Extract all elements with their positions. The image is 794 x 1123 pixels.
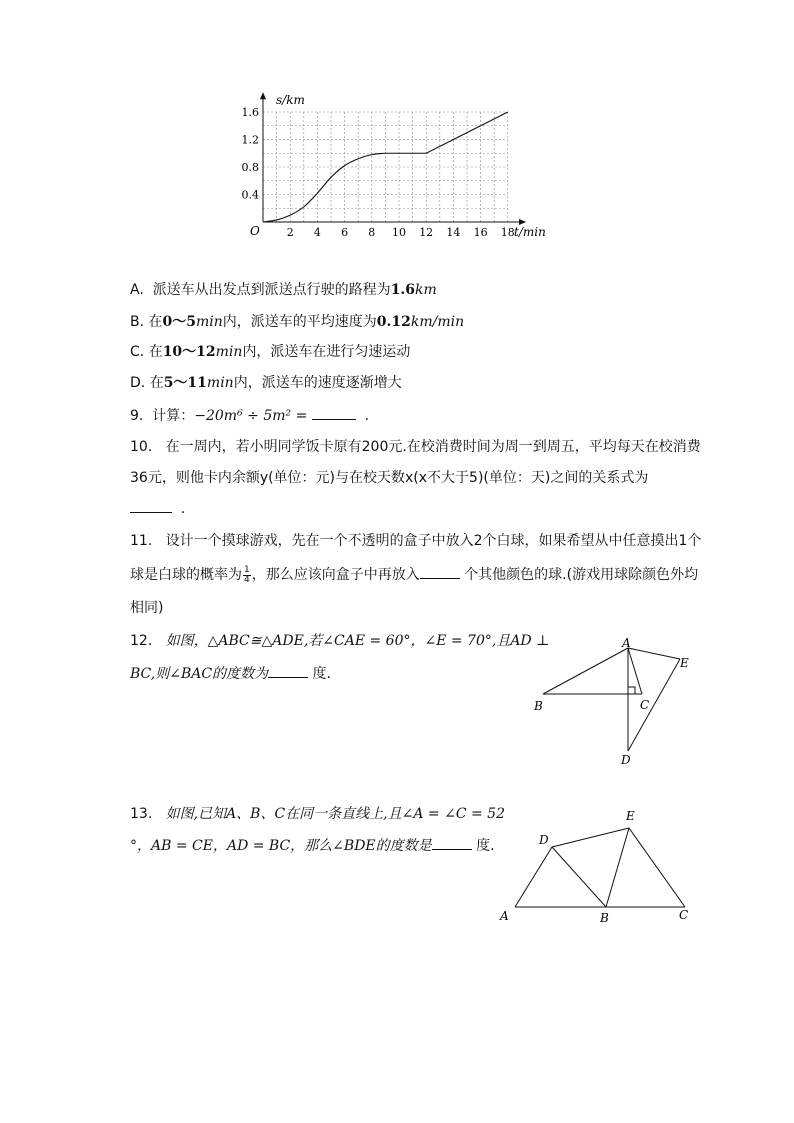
label-b: B xyxy=(600,911,609,925)
label-b: B xyxy=(534,699,543,713)
answer-blank-10[interactable] xyxy=(130,498,172,513)
answer-blank-11[interactable] xyxy=(420,564,460,579)
option-a: A. 派送车从出发点到派送点行驶的路程为1.6km xyxy=(130,282,437,298)
triangle-figure-q13 xyxy=(495,800,705,930)
option-b: B. 在0～5min内，派送车的平均速度为0.12km/min xyxy=(130,314,465,330)
question-10-line3: . xyxy=(130,498,185,519)
y-tick-label: 1.6 xyxy=(241,106,259,119)
x-tick-label: 18 xyxy=(500,226,515,239)
x-tick-label: 4 xyxy=(313,226,321,239)
label-c: C xyxy=(679,908,689,922)
label-e: E xyxy=(626,809,635,823)
label-e: E xyxy=(680,656,689,670)
x-tick-label: 14 xyxy=(446,226,461,239)
x-tick-label: 6 xyxy=(341,226,349,239)
question-9: 9. 计算：−20m⁶ ÷ 5m² = . xyxy=(130,405,369,426)
x-tick-label: 2 xyxy=(286,226,294,239)
label-a: A xyxy=(500,909,509,923)
origin-label: O xyxy=(250,224,260,238)
x-tick-label: 12 xyxy=(419,226,434,239)
x-tick-label: 16 xyxy=(473,226,488,239)
triangle-figure-q12 xyxy=(525,628,705,778)
question-11-line1: 11. 设计一个摸球游戏，先在一个不透明的盒子中放入2个白球，如果希望从中任意摸出1个 xyxy=(130,533,702,549)
question-10-line1: 10. 在一周内，若小明同学饭卡原有200元.在校消费时间为周一到周五，平均每天在校消费 xyxy=(130,439,701,455)
option-d: D. 在5～11min内，派送车的速度逐渐增大 xyxy=(130,375,402,391)
label-d: D xyxy=(621,753,631,767)
y-tick-label: 0.4 xyxy=(241,188,259,202)
fraction-one-quarter: $\frac{1}{4}$ xyxy=(244,564,250,585)
chart-grid xyxy=(263,112,508,222)
distance-time-chart xyxy=(236,88,566,248)
question-10-line2: 36元，则他卡内余额y(单位：元)与在校天数x(x不大于5)(单位：天)之间的关系式为 xyxy=(130,470,649,486)
question-13-line2: °，AB = CE，AD = BC，那么∠BDE的度数是 度. xyxy=(130,835,495,856)
question-13-line1: 13. 如图,已知A、B、C在同一条直线上,且∠A = ∠C = 52 xyxy=(130,806,505,822)
x-tick-label: 8 xyxy=(368,226,376,239)
y-axis-arrow xyxy=(260,92,266,99)
chart-ticks xyxy=(242,106,515,239)
answer-blank-12[interactable] xyxy=(268,663,308,678)
answer-blank-9[interactable] xyxy=(312,405,356,420)
answer-blank-13[interactable] xyxy=(432,835,472,850)
question-12-line2: BC,则∠BAC的度数为 度. xyxy=(130,663,331,684)
y-tick-label: 0.8 xyxy=(241,161,259,174)
x-tick-label: 10 xyxy=(392,226,406,239)
question-12-line1: 12. 如图，△ABC≅△ADE,若∠CAE = 60°，∠E = 70°,且AD ⊥ xyxy=(130,633,550,649)
option-c: C. 在10～12min内，派送车在进行匀速运动 xyxy=(130,344,411,360)
x-axis-label: t/min xyxy=(514,225,546,239)
question-11-line3: 相同) xyxy=(130,600,164,616)
y-tick-label: 1.2 xyxy=(241,133,259,147)
label-a: A xyxy=(622,636,631,650)
label-d: D xyxy=(539,833,549,847)
label-c: C xyxy=(640,698,650,712)
question-11-line2: 球是白球的概率为 $\frac{1}{4}$ ，那么应该向盒子中再放入 个其他颜色的球.(游戏用球除颜色外均 xyxy=(130,564,699,585)
y-axis-label: s/km xyxy=(276,93,305,107)
